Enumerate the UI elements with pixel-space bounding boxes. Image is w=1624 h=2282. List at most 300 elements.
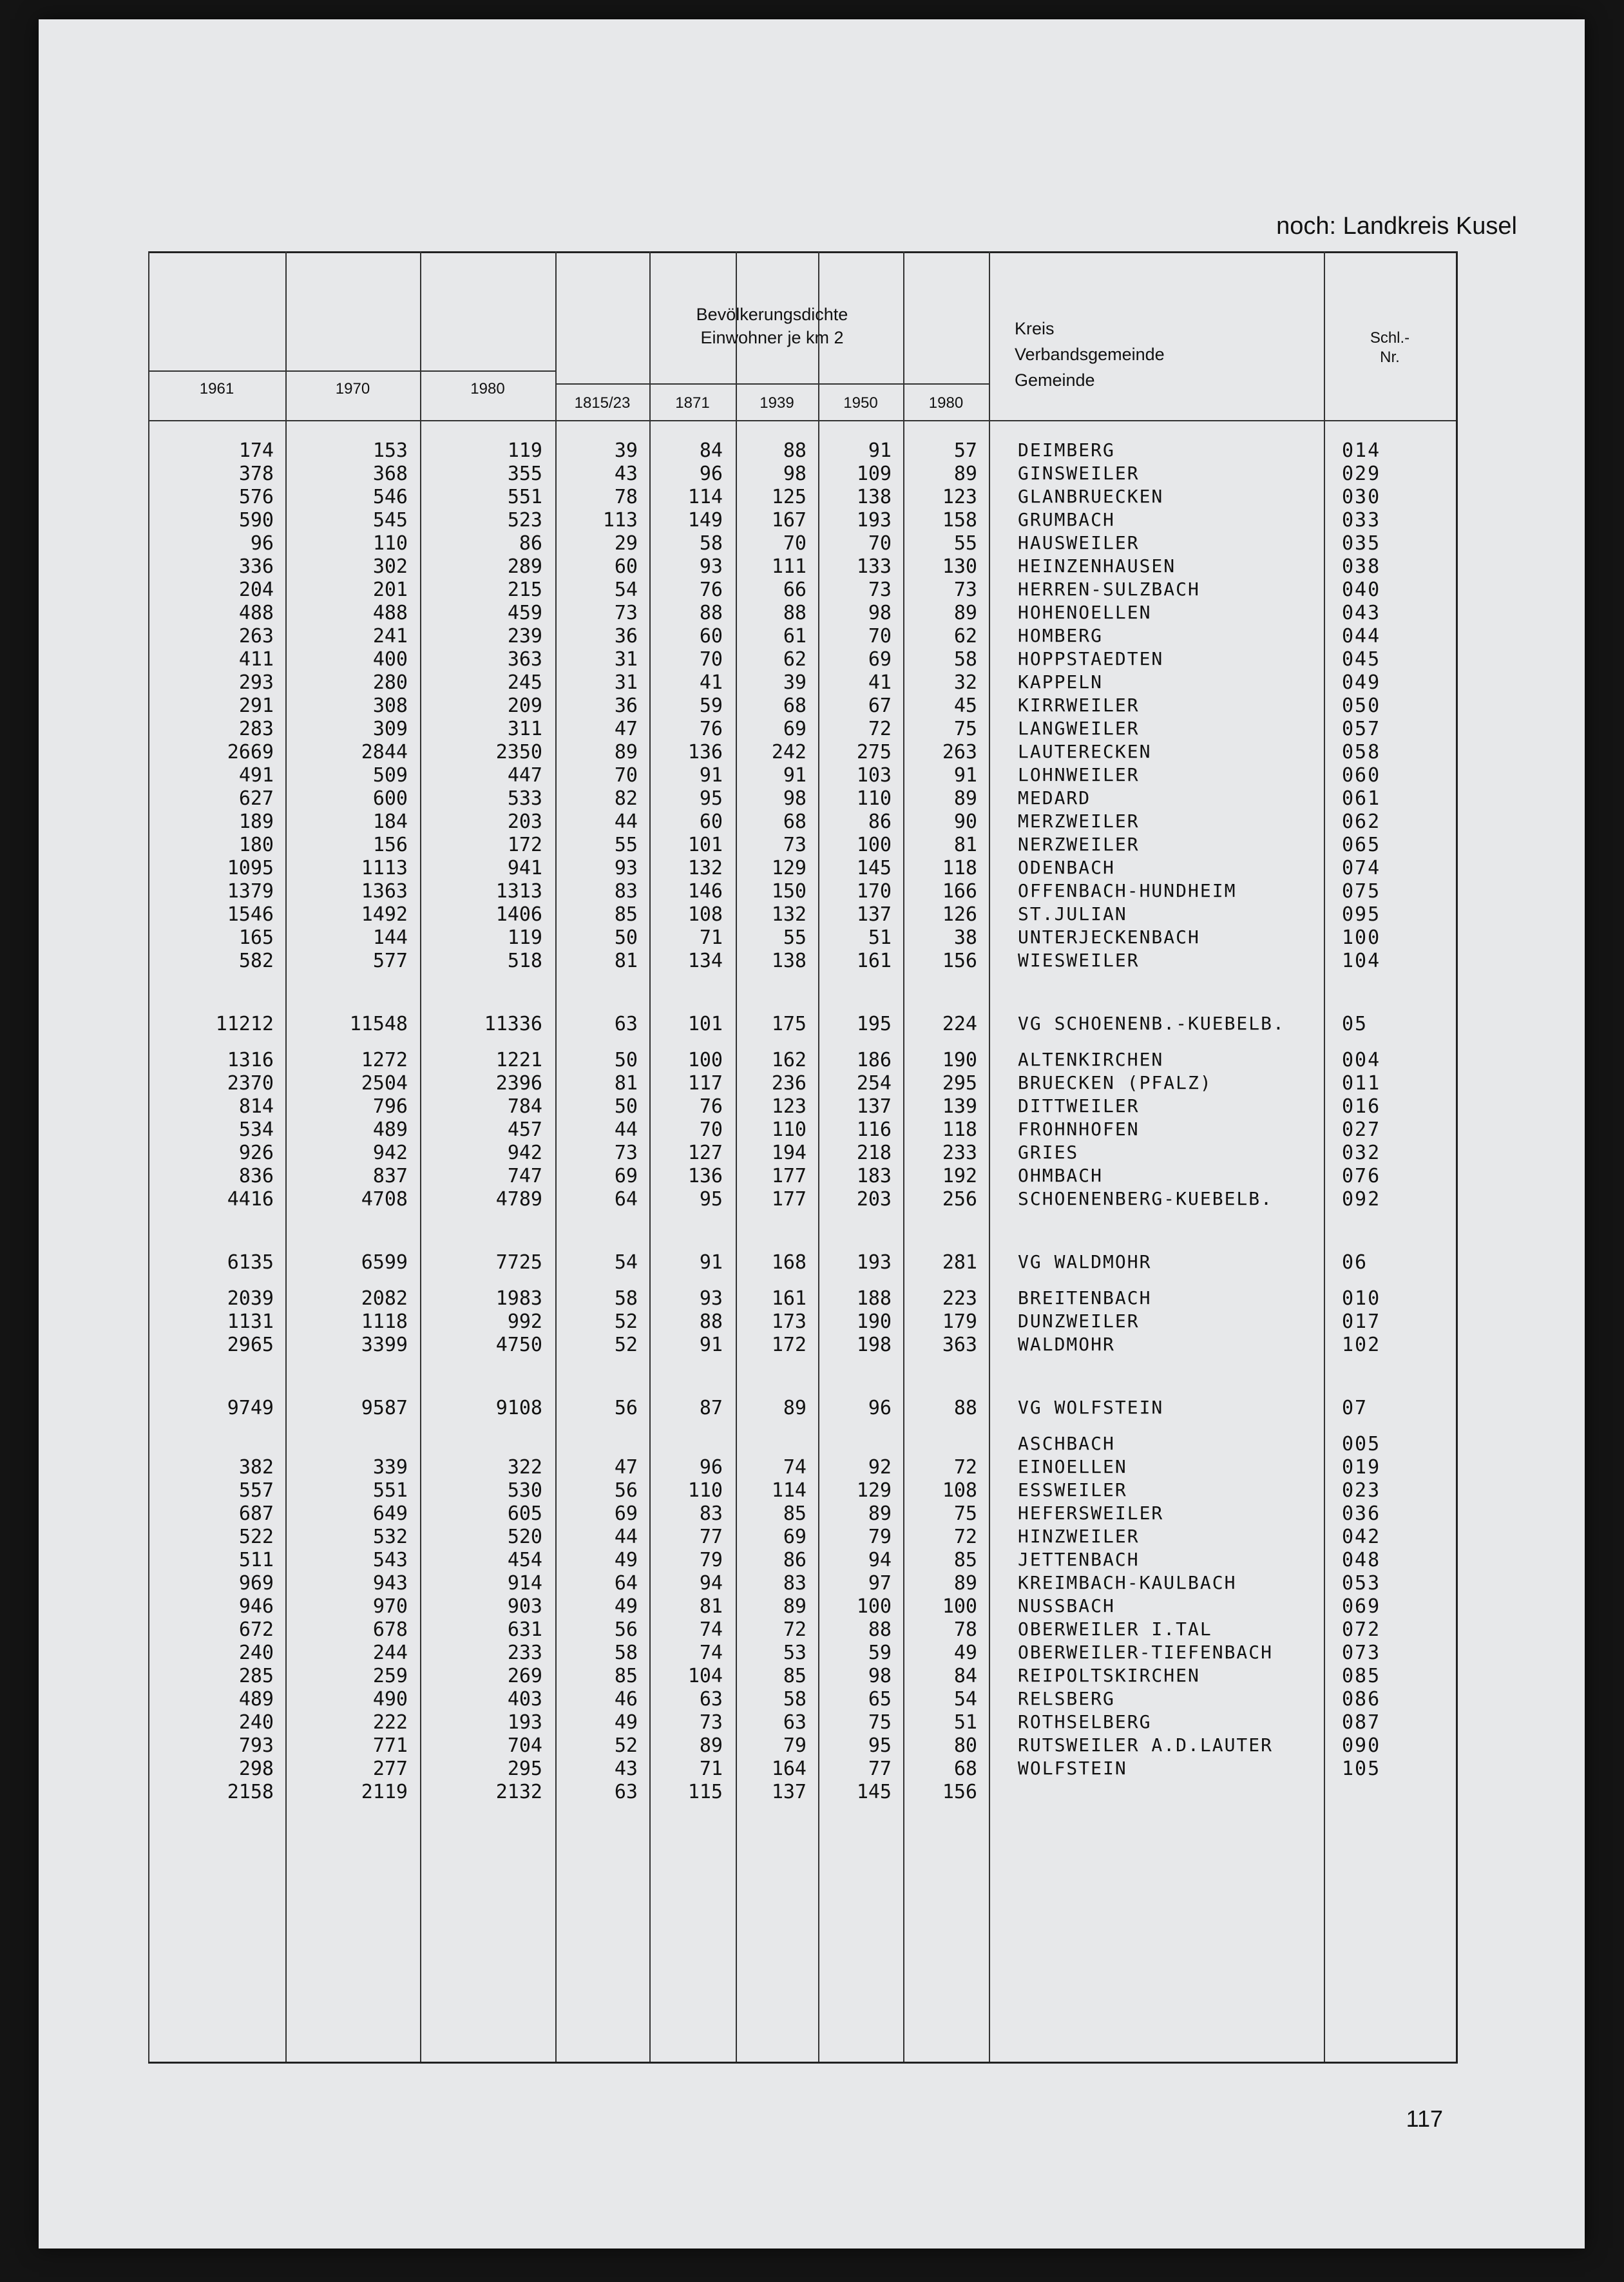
cell-d1815: 56 [614, 1397, 638, 1419]
cell-code: 092 [1342, 1188, 1381, 1211]
table-row [148, 1595, 1456, 1618]
cell-p1961: 240 [238, 1711, 274, 1734]
table-row [148, 1095, 1456, 1118]
cell-code: 074 [1342, 857, 1381, 879]
cell-p1980: 992 [507, 1310, 542, 1333]
cell-d1939: 72 [783, 1618, 807, 1641]
col-header-density-1871: 1871 [675, 394, 710, 412]
cell-d1980: 49 [953, 1642, 977, 1664]
cell-code: 061 [1342, 787, 1381, 810]
cell-d1939: 58 [783, 1688, 807, 1711]
cell-p1970: 400 [372, 648, 408, 671]
cell-p1961: 2370 [227, 1072, 274, 1095]
cell-d1939: 83 [783, 1572, 807, 1595]
cell-d1815: 49 [614, 1549, 638, 1571]
cell-d1980: 139 [942, 1095, 977, 1118]
cell-p1970: 545 [372, 509, 408, 532]
cell-d1871: 136 [687, 1165, 723, 1187]
table-row [148, 1072, 1456, 1095]
cell-p1970: 1272 [361, 1049, 408, 1071]
cell-p1980: 239 [507, 625, 542, 647]
cell-d1815: 54 [614, 1251, 638, 1274]
cell-p1980: 914 [507, 1572, 542, 1595]
cell-d1950: 170 [856, 880, 892, 903]
cell-code: 076 [1342, 1165, 1381, 1187]
cell-p1970: 2119 [361, 1781, 408, 1803]
cell-p1980: 551 [507, 486, 542, 508]
cell-d1871: 81 [699, 1595, 723, 1618]
cell-p1980: 941 [507, 857, 542, 879]
cell-d1980: 123 [942, 486, 977, 508]
cell-p1980: 295 [507, 1758, 542, 1780]
cell-d1939: 162 [771, 1049, 807, 1071]
cell-p1970: 144 [372, 926, 408, 949]
cell-p1970: 244 [372, 1642, 408, 1664]
table-row [148, 648, 1456, 671]
cell-p1970: 551 [372, 1479, 408, 1502]
cell-p1970: 490 [372, 1688, 408, 1711]
table-row [148, 1688, 1456, 1711]
cell-code: 048 [1342, 1549, 1381, 1571]
cell-d1939: 236 [771, 1072, 807, 1095]
cell-d1950: 79 [868, 1526, 892, 1548]
cell-d1980: 91 [953, 764, 977, 787]
cell-d1980: 62 [953, 625, 977, 647]
cell-code: 072 [1342, 1618, 1381, 1641]
col-header-density-1950: 1950 [843, 394, 878, 412]
col-header-1961: 1961 [199, 380, 234, 398]
table-row [148, 625, 1456, 647]
cell-d1950: 86 [868, 810, 892, 833]
table-row [148, 532, 1456, 555]
cell-code: 019 [1342, 1456, 1381, 1479]
table-row [148, 1758, 1456, 1780]
cell-d1815: 56 [614, 1618, 638, 1641]
cell-d1980: 72 [953, 1526, 977, 1548]
cell-p1961: 2965 [227, 1334, 274, 1356]
cell-code: 062 [1342, 810, 1381, 833]
cell-name: BREITENBACH [1018, 1287, 1152, 1309]
cell-code: 105 [1342, 1758, 1381, 1780]
code-col-header: Schl.- Nr. [1370, 329, 1410, 366]
cell-code: 095 [1342, 903, 1381, 926]
cell-p1980: 119 [507, 439, 542, 462]
cell-d1939: 39 [783, 671, 807, 694]
cell-code: 049 [1342, 671, 1381, 694]
cell-d1980: 51 [953, 1711, 977, 1734]
cell-d1871: 58 [699, 532, 723, 555]
cell-d1939: 137 [771, 1781, 807, 1803]
cell-name: ASCHBACH [1018, 1433, 1115, 1454]
cell-p1961: 285 [238, 1665, 274, 1687]
table-row [148, 950, 1456, 972]
cell-name: JETTENBACH [1018, 1549, 1140, 1570]
table-row [148, 1711, 1456, 1734]
cell-d1950: 72 [868, 718, 892, 740]
cell-d1871: 74 [699, 1618, 723, 1641]
cell-d1871: 93 [699, 555, 723, 578]
cell-p1961: 489 [238, 1688, 274, 1711]
cell-p1980: 322 [507, 1456, 542, 1479]
cell-p1961: 488 [238, 602, 274, 624]
cell-name: VG WALDMOHR [1018, 1251, 1152, 1272]
cell-name: MEDARD [1018, 787, 1091, 809]
cell-name: ROTHSELBERG [1018, 1711, 1152, 1732]
cell-p1980: 1221 [495, 1049, 542, 1071]
cell-name: MERZWEILER [1018, 810, 1140, 832]
cell-name: GINSWEILER [1018, 463, 1140, 484]
cell-d1980: 118 [942, 1118, 977, 1141]
cell-p1961: 557 [238, 1479, 274, 1502]
table-row [148, 1165, 1456, 1187]
cell-name: KREIMBACH-KAULBACH [1018, 1572, 1237, 1593]
cell-d1815: 54 [614, 579, 638, 601]
cell-p1961: 240 [238, 1642, 274, 1664]
cell-d1871: 117 [687, 1072, 723, 1095]
cell-d1939: 173 [771, 1310, 807, 1333]
table-row [148, 1251, 1456, 1274]
cell-d1815: 81 [614, 950, 638, 972]
cell-p1970: 277 [372, 1758, 408, 1780]
cell-p1970: 649 [372, 1502, 408, 1525]
cell-p1970: 4708 [361, 1188, 408, 1211]
cell-d1939: 89 [783, 1397, 807, 1419]
table-row [148, 1572, 1456, 1595]
cell-d1871: 70 [699, 1118, 723, 1141]
cell-d1815: 63 [614, 1781, 638, 1803]
cell-d1980: 363 [942, 1334, 977, 1356]
cell-p1980: 457 [507, 1118, 542, 1141]
cell-d1939: 85 [783, 1665, 807, 1687]
cell-code: 075 [1342, 880, 1381, 903]
cell-d1980: 89 [953, 1572, 977, 1595]
cell-d1950: 145 [856, 1781, 892, 1803]
table-row [148, 1188, 1456, 1211]
table-row [148, 1397, 1456, 1419]
cell-d1815: 64 [614, 1188, 638, 1211]
cell-name: HOPPSTAEDTEN [1018, 648, 1164, 669]
cell-p1980: 1983 [495, 1287, 542, 1310]
cell-code: 06 [1342, 1251, 1368, 1274]
cell-p1961: 1546 [227, 903, 274, 926]
cell-code: 100 [1342, 926, 1381, 949]
cell-p1980: 209 [507, 695, 542, 717]
table-row [148, 1118, 1456, 1141]
cell-d1871: 76 [699, 1095, 723, 1118]
cell-d1950: 77 [868, 1758, 892, 1780]
cell-p1980: 269 [507, 1665, 542, 1687]
cell-p1970: 201 [372, 579, 408, 601]
cell-p1970: 339 [372, 1456, 408, 1479]
cell-p1970: 577 [372, 950, 408, 972]
table-row [148, 834, 1456, 856]
table-row [148, 1781, 1456, 1803]
cell-d1815: 47 [614, 1456, 638, 1479]
cell-d1950: 116 [856, 1118, 892, 1141]
cell-d1939: 125 [771, 486, 807, 508]
col-header-1970: 1970 [335, 380, 370, 398]
col-header-density-1980: 1980 [928, 394, 964, 412]
cell-p1980: 4789 [495, 1188, 542, 1211]
cell-p1980: 1406 [495, 903, 542, 926]
table-row [148, 903, 1456, 926]
cell-d1815: 69 [614, 1165, 638, 1187]
cell-d1980: 85 [953, 1549, 977, 1571]
cell-p1961: 9749 [227, 1397, 274, 1419]
table-row [148, 1665, 1456, 1687]
table-row [148, 1734, 1456, 1757]
cell-d1815: 113 [602, 509, 638, 532]
cell-d1815: 78 [614, 486, 638, 508]
cell-p1980: 530 [507, 1479, 542, 1502]
cell-p1980: 311 [507, 718, 542, 740]
cell-d1939: 177 [771, 1165, 807, 1187]
cell-code: 044 [1342, 625, 1381, 647]
cell-d1939: 89 [783, 1595, 807, 1618]
cell-p1980: 7725 [495, 1251, 542, 1274]
cell-d1950: 94 [868, 1549, 892, 1571]
cell-d1980: 78 [953, 1618, 977, 1641]
cell-p1970: 302 [372, 555, 408, 578]
cell-d1939: 88 [783, 602, 807, 624]
cell-d1815: 85 [614, 903, 638, 926]
cell-code: 029 [1342, 463, 1381, 485]
cell-d1939: 164 [771, 1758, 807, 1780]
cell-d1871: 84 [699, 439, 723, 462]
cell-d1871: 88 [699, 1310, 723, 1333]
cell-p1961: 969 [238, 1572, 274, 1595]
cell-p1961: 382 [238, 1456, 274, 1479]
table-row [148, 1433, 1456, 1455]
cell-p1970: 837 [372, 1165, 408, 1187]
cell-p1970: 1363 [361, 880, 408, 903]
cell-d1950: 137 [856, 1095, 892, 1118]
cell-p1980: 245 [507, 671, 542, 694]
cell-name: KIRRWEILER [1018, 695, 1140, 716]
cell-code: 040 [1342, 579, 1381, 601]
cell-p1961: 204 [238, 579, 274, 601]
cell-d1980: 72 [953, 1456, 977, 1479]
cell-d1950: 65 [868, 1688, 892, 1711]
cell-d1950: 92 [868, 1456, 892, 1479]
cell-d1950: 98 [868, 602, 892, 624]
table-row [148, 671, 1456, 694]
cell-d1871: 71 [699, 926, 723, 949]
cell-d1871: 132 [687, 857, 723, 879]
cell-p1980: 289 [507, 555, 542, 578]
cell-p1961: 378 [238, 463, 274, 485]
cell-p1980: 119 [507, 926, 542, 949]
cell-code: 053 [1342, 1572, 1381, 1595]
name-col-header: Kreis Verbandsgemeinde Gemeinde [1015, 319, 1165, 390]
cell-p1961: 4416 [227, 1188, 274, 1211]
cell-d1871: 149 [687, 509, 723, 532]
cell-d1950: 67 [868, 695, 892, 717]
cell-d1980: 89 [953, 463, 977, 485]
cell-d1980: 81 [953, 834, 977, 856]
cell-code: 032 [1342, 1142, 1381, 1164]
cell-code: 038 [1342, 555, 1381, 578]
cell-d1950: 69 [868, 648, 892, 671]
page-number: 117 [1406, 2105, 1443, 2132]
cell-p1970: 6599 [361, 1251, 408, 1274]
cell-p1961: 291 [238, 695, 274, 717]
cell-p1961: 814 [238, 1095, 274, 1118]
cell-d1950: 183 [856, 1165, 892, 1187]
cell-code: 104 [1342, 950, 1381, 972]
table-row [148, 486, 1456, 508]
cell-d1950: 110 [856, 787, 892, 810]
cell-p1980: 454 [507, 1549, 542, 1571]
table-row [148, 555, 1456, 578]
cell-d1950: 129 [856, 1479, 892, 1502]
cell-d1939: 123 [771, 1095, 807, 1118]
table-row [148, 1287, 1456, 1310]
cell-p1961: 189 [238, 810, 274, 833]
table-row [148, 602, 1456, 624]
cell-name: NUSSBACH [1018, 1595, 1115, 1616]
cell-p1961: 96 [250, 532, 274, 555]
table-top-line [148, 251, 1456, 253]
cell-d1815: 47 [614, 718, 638, 740]
cell-p1961: 491 [238, 764, 274, 787]
cell-d1939: 242 [771, 741, 807, 763]
density-group-header: Bevölkerungsdichte Einwohner je km 2 [696, 305, 848, 347]
cell-p1970: 110 [372, 532, 408, 555]
cell-name: GRIES [1018, 1142, 1079, 1163]
cell-p1970: 309 [372, 718, 408, 740]
cell-code: 086 [1342, 1688, 1381, 1711]
cell-p1970: 153 [372, 439, 408, 462]
table-row [148, 764, 1456, 787]
cell-d1980: 54 [953, 1688, 977, 1711]
cell-p1970: 678 [372, 1618, 408, 1641]
cell-d1871: 94 [699, 1572, 723, 1595]
cell-p1970: 532 [372, 1526, 408, 1548]
cell-d1980: 75 [953, 718, 977, 740]
cell-p1961: 6135 [227, 1251, 274, 1274]
header-note: noch: Landkreis Kusel [1276, 213, 1517, 240]
cell-d1939: 62 [783, 648, 807, 671]
cell-d1950: 193 [856, 1251, 892, 1274]
cell-p1970: 2504 [361, 1072, 408, 1095]
cell-p1970: 543 [372, 1549, 408, 1571]
cell-p1961: 672 [238, 1618, 274, 1641]
cell-p1970: 241 [372, 625, 408, 647]
cell-p1961: 165 [238, 926, 274, 949]
cell-p1970: 11548 [349, 1013, 408, 1035]
cell-d1815: 43 [614, 1758, 638, 1780]
cell-name: OFFENBACH-HUNDHEIM [1018, 880, 1237, 901]
cell-p1980: 9108 [495, 1397, 542, 1419]
cell-d1871: 70 [699, 648, 723, 671]
cell-p1970: 3399 [361, 1334, 408, 1356]
cell-d1871: 110 [687, 1479, 723, 1502]
cell-d1871: 71 [699, 1758, 723, 1780]
cell-d1939: 177 [771, 1188, 807, 1211]
cell-d1871: 79 [699, 1549, 723, 1571]
cell-name: FROHNHOFEN [1018, 1118, 1140, 1140]
cell-d1950: 96 [868, 1397, 892, 1419]
table-row [148, 741, 1456, 763]
table-row [148, 1142, 1456, 1164]
cell-name: REIPOLTSKIRCHEN [1018, 1665, 1200, 1686]
cell-d1815: 49 [614, 1711, 638, 1734]
cell-p1980: 1313 [495, 880, 542, 903]
cell-p1961: 174 [238, 439, 274, 462]
cell-d1939: 168 [771, 1251, 807, 1274]
cell-p1980: 631 [507, 1618, 542, 1641]
cell-d1980: 80 [953, 1734, 977, 1757]
cell-p1980: 942 [507, 1142, 542, 1164]
cell-d1980: 158 [942, 509, 977, 532]
cell-d1815: 44 [614, 1526, 638, 1548]
cell-d1980: 263 [942, 741, 977, 763]
cell-d1950: 70 [868, 625, 892, 647]
cell-p1980: 363 [507, 648, 542, 671]
table-row [148, 1549, 1456, 1571]
cell-name: HEINZENHAUSEN [1018, 555, 1176, 577]
cell-d1939: 110 [771, 1118, 807, 1141]
cell-p1970: 942 [372, 1142, 408, 1164]
cell-d1871: 101 [687, 834, 723, 856]
cell-d1939: 98 [783, 463, 807, 485]
cell-p1970: 488 [372, 602, 408, 624]
cell-d1939: 73 [783, 834, 807, 856]
cell-d1939: 69 [783, 1526, 807, 1548]
cell-d1980: 89 [953, 602, 977, 624]
cell-d1980: 281 [942, 1251, 977, 1274]
cell-d1980: 45 [953, 695, 977, 717]
cell-p1961: 336 [238, 555, 274, 578]
cell-d1939: 111 [771, 555, 807, 578]
cell-d1871: 76 [699, 718, 723, 740]
cell-d1939: 70 [783, 532, 807, 555]
cell-d1815: 31 [614, 671, 638, 694]
cell-d1871: 136 [687, 741, 723, 763]
cell-code: 065 [1342, 834, 1381, 856]
cell-code: 005 [1342, 1433, 1381, 1455]
cell-name: HINZWEILER [1018, 1526, 1140, 1547]
cell-d1815: 83 [614, 880, 638, 903]
cell-d1980: 126 [942, 903, 977, 926]
cell-p1961: 590 [238, 509, 274, 532]
cell-p1980: 172 [507, 834, 542, 856]
cell-d1815: 55 [614, 834, 638, 856]
cell-name: GRUMBACH [1018, 509, 1115, 530]
cell-d1815: 81 [614, 1072, 638, 1095]
cell-code: 035 [1342, 532, 1381, 555]
cell-code: 085 [1342, 1665, 1381, 1687]
table-row [148, 1502, 1456, 1525]
cell-d1939: 68 [783, 695, 807, 717]
cell-d1815: 52 [614, 1310, 638, 1333]
cell-d1871: 127 [687, 1142, 723, 1164]
density-subheader-line [555, 383, 989, 385]
cell-name: WALDMOHR [1018, 1334, 1115, 1355]
cell-p1970: 1492 [361, 903, 408, 926]
cell-name: KAPPELN [1018, 671, 1103, 693]
cell-name: ODENBACH [1018, 857, 1115, 878]
cell-p1980: 903 [507, 1595, 542, 1618]
cell-p1970: 489 [372, 1118, 408, 1141]
cell-p1961: 522 [238, 1526, 274, 1548]
cell-p1980: 784 [507, 1095, 542, 1118]
cell-d1939: 175 [771, 1013, 807, 1035]
cell-d1980: 32 [953, 671, 977, 694]
cell-d1950: 98 [868, 1665, 892, 1687]
cell-d1871: 74 [699, 1642, 723, 1664]
